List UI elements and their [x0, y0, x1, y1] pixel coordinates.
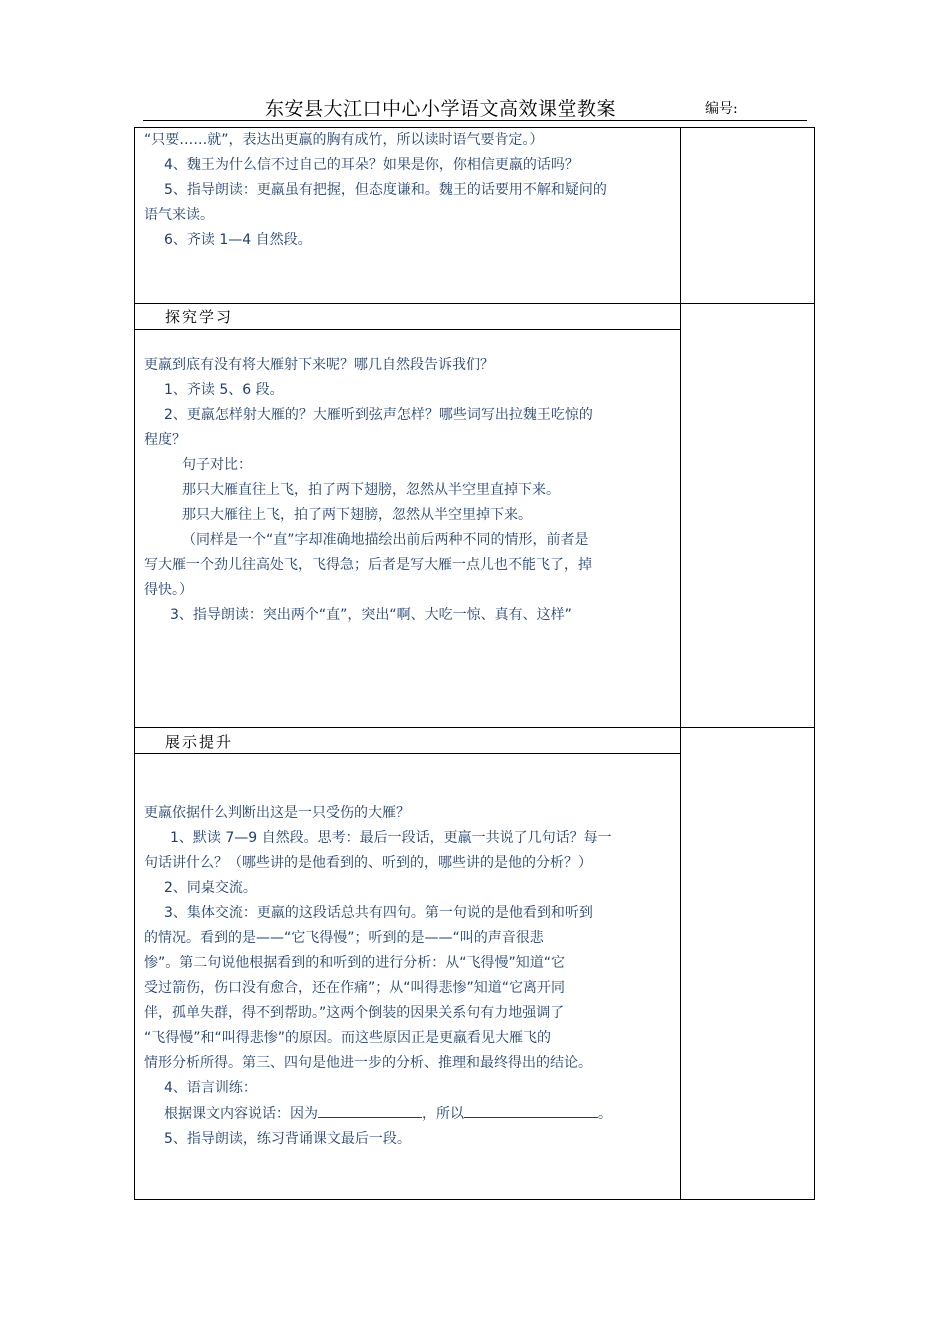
text-line: 程度？ — [144, 432, 186, 448]
row-divider — [134, 727, 815, 728]
blank-line — [318, 1101, 422, 1118]
text-line: 那只大雁直往上飞，拍了两下翅膀，忽然从半空里直掉下来。 — [182, 482, 560, 498]
text-line: 4、魏王为什么信不过自己的耳朵？如果是你，你相信更羸的话吗？ — [164, 157, 579, 173]
section-explore — [144, 353, 674, 628]
text-line: 更羸依据什么判断出这是一只受伤的大雁？ — [144, 805, 410, 821]
blank-line — [464, 1101, 598, 1118]
section-label-explore: 探究学习 — [165, 308, 234, 326]
text-line: 语气来读。 — [144, 207, 214, 223]
text-line: 更羸到底有没有将大雁射下来呢？哪几自然段告诉我们？ — [144, 357, 494, 373]
row-divider — [134, 753, 681, 754]
text-line: 句话讲什么？（哪些讲的是他看到的、听到的，哪些讲的是他的分析？） — [144, 855, 592, 871]
text-line: 写大雁一个劲儿往高处飞，飞得急；后者是写大雁一点儿也不能飞了，掉 — [144, 557, 592, 573]
text-line: 4、语言训练： — [164, 1080, 257, 1096]
text-line: 受过箭伤，伤口没有愈合，还在作痛”；从“叫得悲惨”知道“它离开同 — [144, 980, 566, 996]
table-column-divider — [680, 127, 681, 1200]
fill-prefix: 根据课文内容说话：因为 — [164, 1106, 318, 1122]
row-divider — [134, 303, 815, 304]
fill-in-exercise — [144, 1101, 674, 1127]
text-line: 3、指导朗读：突出两个“直”，突出“啊、大吃一惊、真有、这样” — [170, 607, 572, 623]
text-line: 2、更羸怎样射大雁的？大雁听到弦声怎样？哪些词写出拉魏王吃惊的 — [164, 407, 593, 423]
text-line: （同样是一个“直”字却准确地描绘出前后两种不同的情形，前者是 — [182, 532, 589, 548]
fill-end: 。 — [598, 1106, 612, 1122]
text-line: 情形分析所得。第三、四句是他进一步的分析、推理和最终得出的结论。 — [144, 1055, 592, 1071]
text-line: 6、齐读 1—4 自然段。 — [164, 232, 312, 248]
text-line: 句子对比： — [182, 457, 252, 473]
page-header — [143, 92, 807, 121]
text-line: 伴，孤单失群，得不到帮助。”这两个倒装的因果关系句有力地强调了 — [144, 1005, 565, 1021]
text-line: 5、指导朗读，练习背诵课文最后一段。 — [164, 1131, 411, 1147]
fill-middle: ，所以 — [422, 1106, 464, 1122]
text-line: 惨”。第二句说他根据看到的和听到的进行分析：从“飞得慢”知道“它 — [144, 955, 566, 971]
number-label: 编号: — [705, 101, 738, 117]
text-line: “只要……就”，表达出更羸的胸有成竹，所以读时语气要肯定。） — [144, 132, 544, 148]
text-line: 2、同桌交流。 — [164, 880, 257, 896]
row-divider — [134, 329, 681, 330]
document-title: 东安县大江口中心小学语文高效课堂教案 — [265, 98, 617, 120]
text-line: 那只大雁往上飞，拍了两下翅膀，忽然从半空里掉下来。 — [182, 507, 532, 523]
section-showcase — [144, 801, 674, 1152]
text-line: 1、齐读 5、6 段。 — [164, 382, 284, 398]
text-line: 5、指导朗读：更羸虽有把握，但态度谦和。魏王的话要用不解和疑问的 — [164, 182, 607, 198]
text-line: 3、集体交流：更羸的这段话总共有四句。第一句说的是他看到和听到 — [164, 905, 593, 921]
text-line: “飞得慢”和“叫得悲惨”的原因。而这些原因正是更羸看见大雁飞的 — [144, 1030, 552, 1046]
text-line: 1、默读 7—9 自然段。思考：最后一段话，更羸一共说了几句话？每一 — [170, 830, 612, 846]
section-reading — [144, 128, 674, 253]
section-label-showcase: 展示提升 — [165, 733, 234, 751]
text-line: 得快。） — [144, 582, 193, 598]
text-line: 的情况。看到的是——“它飞得慢”；听到的是——“叫的声音很悲 — [144, 930, 544, 946]
